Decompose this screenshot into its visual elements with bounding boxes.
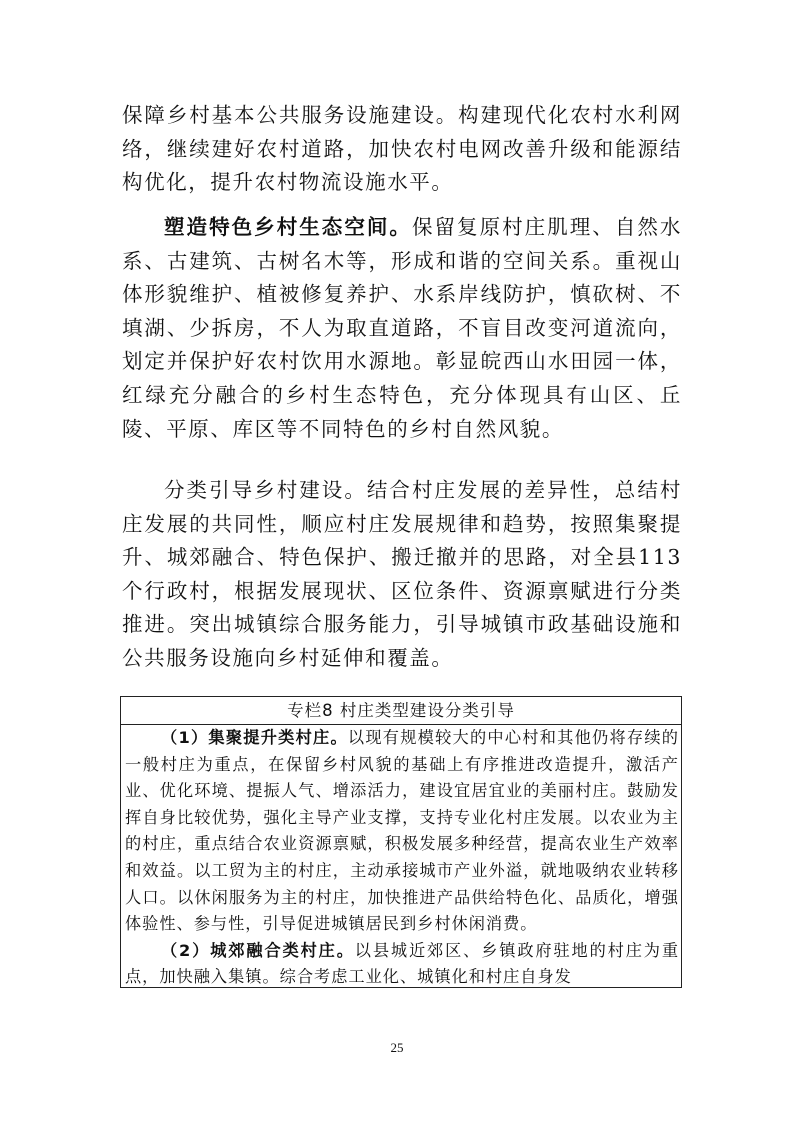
column-item-text: 以现有规模较大的中心村和其他仍将存续的一般村庄为重点，在保留乡村风貌的基础上有序推进改造提升，激活产业、优化环境、提振人气、增添活力，建设宜居宜业的美丽村庄。鼓励发挥自身比较优势，强化主导产业支撑，支持专业化村庄发展。以农业为主的村庄，重点结合农业资源禀赋，积极发展多种经营，提高农业生产效率和效益。以工贸为主的村庄，主动承接城市产业外溢，就地吸纳农业转移人口。以休闲服务为主的村庄，加快推进产品供给特色化、品质化，增强体验性、参与性，引导促进城镇居民到乡村休闲消费。 bbox=[125, 728, 679, 934]
column-box bbox=[120, 696, 682, 988]
paragraph-infrastructure bbox=[122, 99, 682, 200]
column-item-2 bbox=[121, 938, 681, 991]
paragraph-text: 保障乡村基本公共服务设施建设。构建现代化农村水利网络，继续建好农村道路，加快农村电网改善升级和能源结构优化，提升农村物流设施水平。 bbox=[122, 103, 682, 195]
paragraph-text: 分类引导乡村建设。结合村庄发展的差异性，总结村庄发展的共同性，顺应村庄发展规律和趋势，按照集聚提升、城郊融合、特色保护、搬迁撤并的思路，对全县113个行政村，根据发展现状、区位条件、资源禀赋进行分类推进。突出城镇综合服务能力，引导城镇市政基础设施和公共服务设施向乡村延伸和覆盖。 bbox=[122, 478, 682, 670]
paragraph-classification bbox=[122, 474, 682, 676]
paragraph-ecology bbox=[122, 211, 682, 446]
column-box-title: 专栏8 村庄类型建设分类引导 bbox=[121, 697, 681, 725]
paragraph-heading: 塑造特色乡村生态空间。 bbox=[164, 215, 412, 239]
column-item-text: 以县城近郊区、乡镇政府驻地的村庄为重点，加快融入集镇。综合考虑工业化、城镇化和村庄自身发 bbox=[125, 940, 680, 987]
column-item-heading: （2）城郊融合类村庄。 bbox=[161, 940, 355, 960]
column-item-heading: （1）集聚提升类村庄。 bbox=[161, 728, 348, 747]
column-item-1 bbox=[121, 725, 681, 938]
page-number: 25 bbox=[390, 1040, 404, 1055]
paragraph-text: 保留复原村庄肌理、自然水系、古建筑、古树名木等，形成和谐的空间关系。重视山体形貌维护、植被修复养护、水系岸线防护，慎砍树、不填湖、少拆房，不人为取直道路，不盲目改变河道流向，划定并保护好农村饮用水源地。彰显皖西山水田园一体，红绿充分融合的乡村生态特色，充分体现具有山区、丘陵、平原、库区等不同特色的乡村自然风貌。 bbox=[122, 215, 682, 441]
